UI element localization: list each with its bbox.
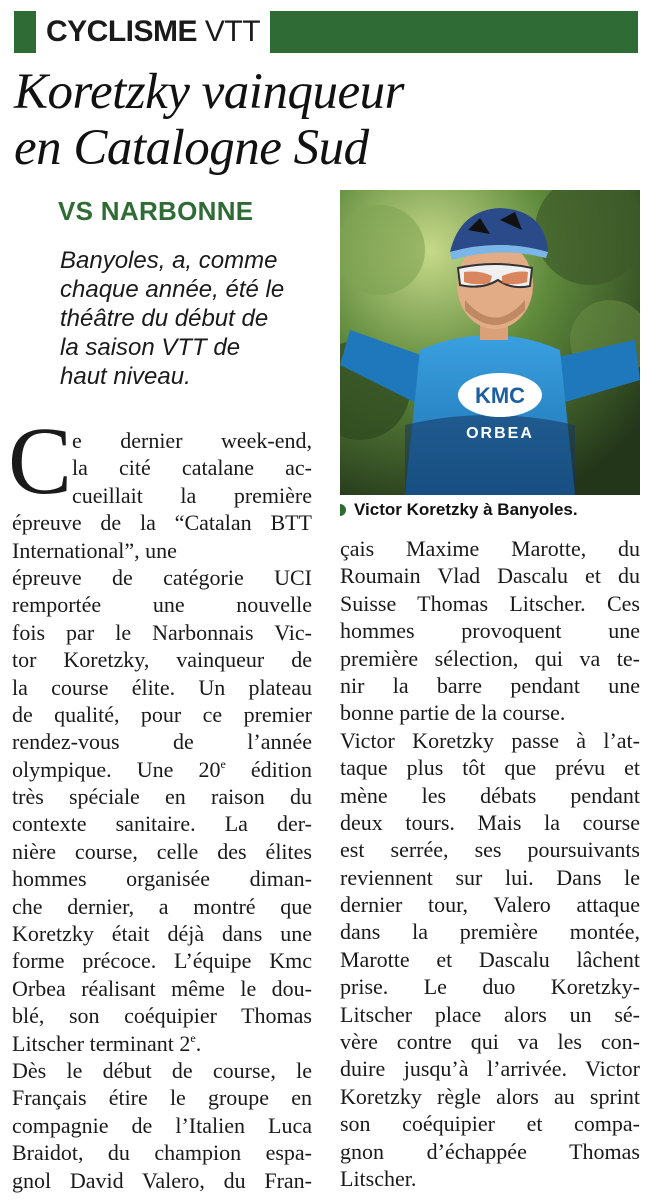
standfirst-line: théâtre du début de	[60, 305, 269, 332]
section-kicker: CYCLISME	[46, 15, 198, 48]
jersey-logo-orbea: ORBEA	[466, 425, 534, 442]
article-line: che dernier, a montré que	[12, 893, 312, 919]
standfirst	[60, 246, 330, 391]
article-line: nière course, celle des élites	[12, 838, 312, 864]
article-line: Orbea réalisant même le dou-	[12, 975, 312, 1001]
article-line: dernier tour, Valero attaque	[340, 892, 640, 918]
headline-line: en Catalogne Sud	[14, 120, 369, 176]
article-line: Dès le début de course, le	[12, 1057, 312, 1083]
article-line: Marotte et Dascalu lâchent	[340, 946, 640, 972]
article-line: cueillait la première	[72, 482, 312, 508]
article-line: épreuve de la “Catalan BTT	[12, 510, 312, 536]
article-line: hommes organisée diman-	[12, 866, 312, 892]
article-line: bonne partie de la course.	[340, 700, 566, 726]
article-line: hommes provoquent une	[340, 618, 640, 644]
article-line: e dernier week-end,	[72, 428, 312, 453]
article-line: Litscher.	[340, 1165, 417, 1191]
section-rule	[270, 11, 638, 53]
byline: VS NARBONNE	[58, 196, 254, 226]
article-line: gnon d’échappée Thomas	[340, 1138, 640, 1164]
article-line: de qualité, pour ce premier	[12, 701, 312, 727]
article-line: çais Maxime Marotte, du	[340, 536, 640, 561]
article-line: Suisse Thomas Litscher. Ces	[340, 590, 640, 616]
article-line: première sélection, qui va te-	[340, 645, 640, 671]
photo-caption	[340, 499, 640, 521]
article-line: est serrée, ses poursuivants	[340, 837, 640, 863]
drop-cap: C	[8, 407, 73, 514]
article-line: prise. Le duo Koretzky-	[340, 974, 640, 1000]
article-line: blé, son coéquipier Thomas	[12, 1003, 312, 1029]
standfirst-line: Banyoles, a, comme	[60, 247, 278, 274]
article-line: Français étire le groupe en	[12, 1085, 312, 1111]
article-line: la cité catalane ac-	[72, 455, 312, 481]
section-header	[14, 11, 638, 53]
article-line: Braidot, du champion espa-	[12, 1140, 312, 1166]
photo-caption-text: Victor Koretzky à Banyoles.	[354, 500, 578, 519]
article-line: épreuve de catégorie UCI	[12, 564, 312, 590]
article-line-edition: olympique. Une 20e édition	[12, 756, 312, 782]
article-line: International”, une	[12, 537, 177, 563]
article-line: Koretzky était déjà dans une	[12, 921, 312, 947]
article-line: reviennent sur lui. Dans le	[340, 864, 640, 890]
standfirst-line: la saison VTT de	[60, 334, 241, 361]
article-line: compagnie de l’Italien Luca	[12, 1112, 312, 1138]
headline-line: Koretzky vainqueur	[14, 64, 404, 120]
article-line: mène les débats pendant	[340, 782, 640, 808]
article-line: Victor Koretzky passe à l’at-	[340, 727, 640, 753]
article-line: tor Koretzky, vainqueur de	[12, 647, 312, 673]
article-line: nir la barre pendant une	[340, 672, 640, 698]
section-subtitle: VTT	[204, 15, 261, 48]
article-line: duire jusqu’à l’arrivée. Victor	[340, 1056, 640, 1082]
article-line: fois par le Narbonnais Vic-	[12, 619, 312, 645]
jersey-logo-kmc: KMC	[474, 383, 526, 408]
article-line: deux tours. Mais la course	[340, 809, 640, 835]
article-line: son coéquipier et compa-	[340, 1111, 640, 1137]
section-marker	[14, 11, 36, 53]
article-line: la course élite. Un plateau	[12, 674, 312, 700]
article-line: Roumain Vlad Dascalu et du	[340, 563, 640, 589]
article-line: Koretzky règle alors au sprint	[340, 1083, 640, 1109]
section-label	[46, 15, 260, 49]
article-line: vère contre qui va les con-	[340, 1029, 640, 1055]
cyclist-photo-illustration	[340, 190, 640, 495]
article-line: forme précoce. L’équipe Kmc	[12, 948, 312, 974]
article-line: taque plus tôt que prévu et	[340, 755, 640, 781]
article-line: remportée une nouvelle	[12, 592, 312, 618]
article-line-rank: Litscher terminant 2e.	[12, 1030, 202, 1056]
headline	[14, 64, 654, 176]
article-line: contexte sanitaire. La der-	[12, 811, 312, 837]
standfirst-line: haut niveau.	[60, 363, 191, 390]
caption-marker-icon	[340, 504, 346, 516]
article-column-2	[340, 535, 640, 1192]
article-column-1	[8, 407, 312, 1194]
article-line: très spéciale en raison du	[12, 784, 312, 810]
article-line: dans la première montée,	[340, 919, 640, 945]
article-photo	[340, 190, 640, 495]
article-line: gnol David Valero, du Fran-	[12, 1167, 312, 1193]
standfirst-line: chaque année, été le	[60, 276, 285, 303]
article-line: Litscher place alors un sé-	[340, 1001, 640, 1027]
article-line: rendez-vous de l’année	[12, 729, 312, 755]
